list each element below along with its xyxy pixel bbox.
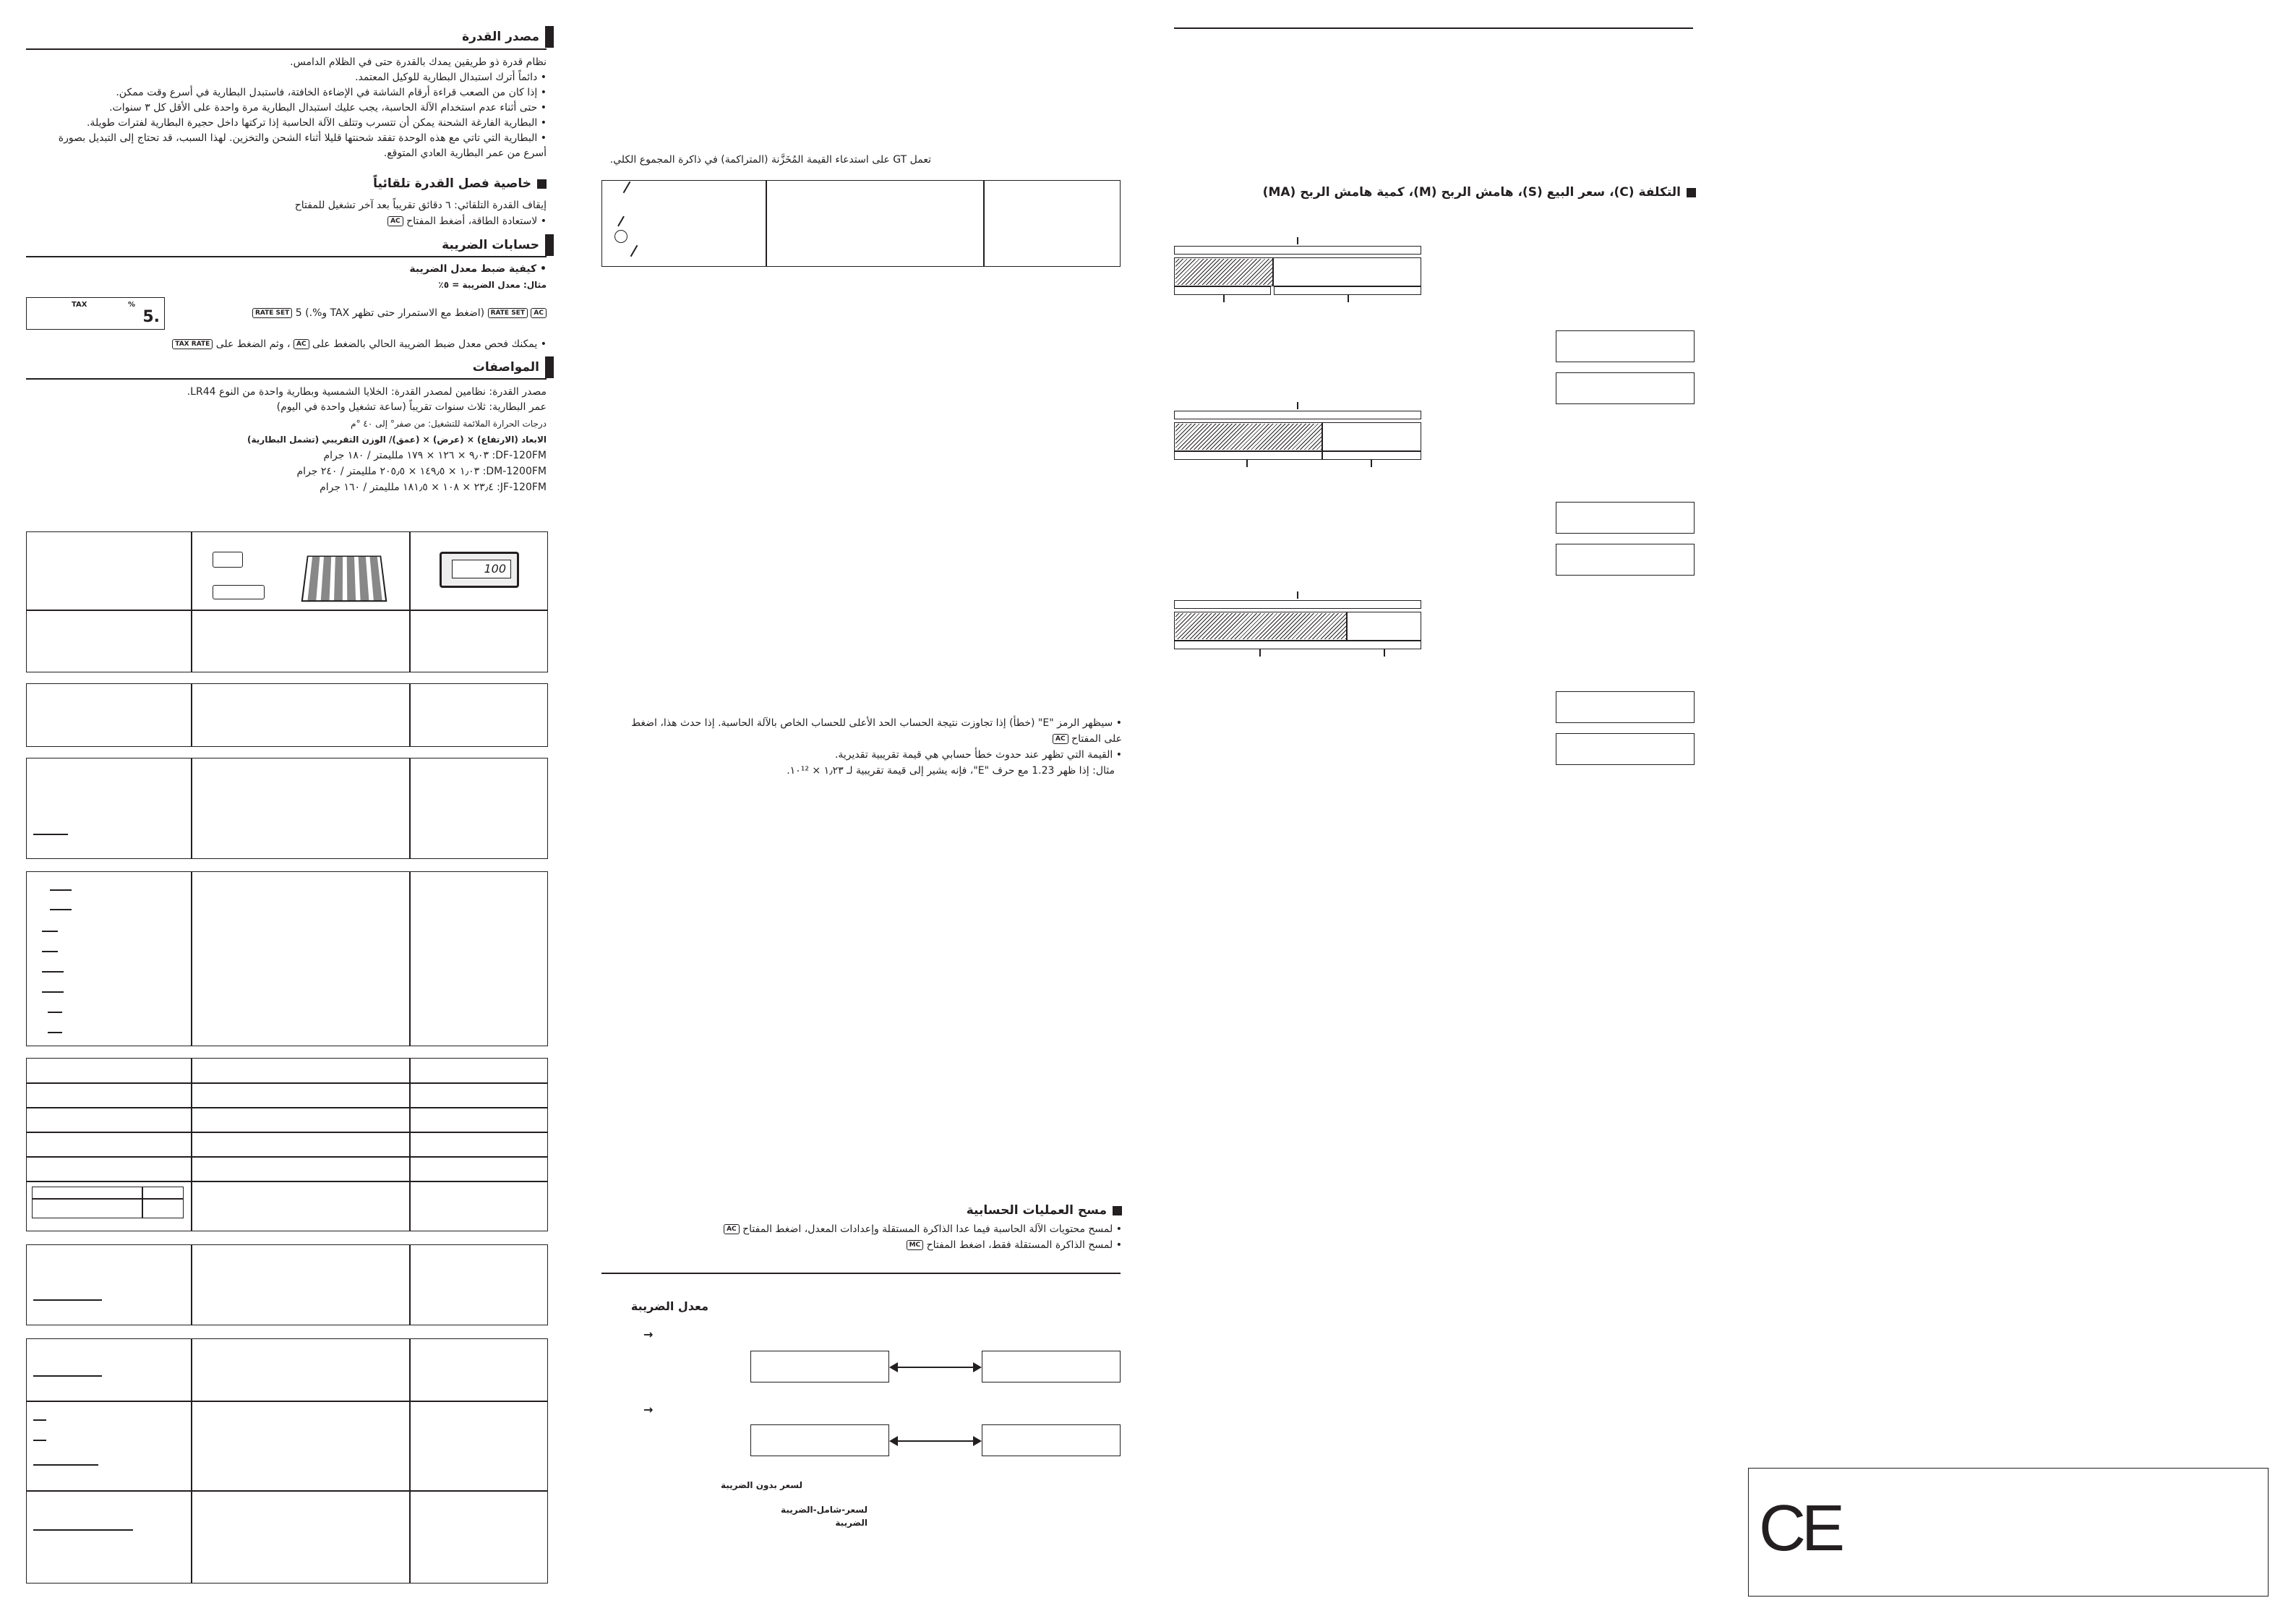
specs-line-7: JF-120FM: ٢٣٫٤ × ١٠٨ × ١٨١٫٥ ملليمتر / ١٦٠ جرام — [320, 482, 547, 493]
underline — [42, 991, 64, 993]
col-divider — [766, 180, 767, 267]
double-arrow — [891, 1440, 980, 1442]
power-line-1: نظام قدرة ذو طريقين يمدك بالقدرة حتى في الظلام الدامس. — [290, 56, 547, 68]
bar-outline — [1274, 286, 1421, 295]
autopower-line-2: • لاستعادة الطاقة، أضغط المفتاح AC — [387, 214, 547, 229]
circle-icon — [614, 230, 627, 243]
power-line-3: • إذا كان من الصعب قراءة أرقام الشاشة في الإضاءة الخافتة، فاستبدل البطارية في أسرع وقت ممكن. — [116, 87, 547, 98]
ce-box — [1748, 1468, 2269, 1597]
taxrate-heading: معدل الضريبة — [630, 1299, 708, 1313]
switch-icon — [213, 585, 265, 599]
underline — [33, 1529, 133, 1531]
mini-diagram-line — [32, 1198, 184, 1200]
left-operations-table — [26, 531, 548, 1584]
arrow-head-left-icon — [889, 1436, 898, 1446]
section-marker — [545, 234, 554, 256]
ac-key: AC — [294, 339, 309, 349]
tax-check-line: • يمكنك فحص معدل ضبط الضريبة الحالي بالضغط على AC ، وثم الضغط على TAX RATE — [172, 337, 547, 352]
autopower-line-1: إيقاف القدرة التلقائي: ٦ دقائق تقريباً بعد آخر تشغيل للمفتاح — [294, 200, 547, 211]
label-without-tax: لسعر بدون الضريبة — [720, 1480, 802, 1490]
ac-key: AC — [531, 308, 547, 318]
taxrate-box — [982, 1351, 1121, 1382]
bar-diagram — [1174, 402, 1423, 474]
col-divider — [409, 1058, 411, 1231]
section-marker — [545, 26, 554, 48]
tick — [1384, 649, 1385, 657]
gt-table — [601, 180, 1121, 267]
row-divider — [26, 610, 548, 611]
divider — [601, 1273, 1121, 1274]
tax-example: مثال: معدل الضريبة = ٥٪ — [438, 280, 547, 290]
underline — [33, 834, 68, 835]
bar-diagram — [1174, 237, 1423, 302]
taxrate-box — [982, 1424, 1121, 1456]
keypad-icon — [301, 555, 387, 602]
bar-outline — [1174, 411, 1421, 419]
cost-heading: التكلفة (C)، سعر البيع (S)، هامش الربح (M)، كمية هامش الربح (MA) — [1263, 185, 1696, 200]
bar-split — [1346, 612, 1348, 641]
power-line-4: • حتى أثناء عدم استخدام الآلة الحاسبة، يجب عليك استبدال البطارية مرة واحدة على الأقل كل ٣ سنوات. — [109, 102, 547, 114]
arrow-icon: → — [643, 1328, 654, 1341]
row-divider — [26, 1132, 548, 1133]
section-marker — [537, 179, 547, 189]
specs-line-5: DF-120FM: ٩٫٠٣ × ١٢٦ × ١٧٩ ملليمتر / ١٨٠ جرام — [323, 450, 547, 461]
double-arrow — [891, 1367, 980, 1368]
tick — [1348, 295, 1349, 302]
underline — [33, 1299, 102, 1301]
bar-split — [1322, 422, 1323, 451]
tick — [1259, 649, 1261, 657]
display-value: 100 — [452, 560, 511, 578]
tax-rate-key: TAX RATE — [172, 339, 213, 349]
col-divider — [191, 1058, 192, 1231]
bar-outline — [1174, 246, 1421, 255]
bar-hatched — [1175, 613, 1346, 639]
mini-diagram-line — [142, 1187, 143, 1218]
underline — [42, 951, 58, 952]
underline — [50, 889, 72, 891]
col-divider — [191, 683, 192, 747]
bar-diagram — [1174, 591, 1423, 664]
mc-key: MC — [907, 1240, 924, 1250]
power-line-5: • البطارية الفارغة الشحنة يمكن أن تتسرب وتتلف الآلة الحاسبة إذا تركتها داخل حجيرة البطارية لفترات طويلة. — [86, 117, 547, 129]
underline — [33, 1464, 98, 1466]
rate-set-key: RATE SET — [488, 308, 528, 318]
col-divider — [409, 871, 411, 1046]
bar-outline — [1174, 286, 1271, 295]
col-divider — [409, 1338, 411, 1584]
bar-outline — [1174, 641, 1421, 649]
power-heading: مصدر القدرة — [462, 26, 554, 48]
display-tax-label: TAX — [72, 301, 87, 309]
power-line-7: أسرع من عمر البطارية العادي المتوقع. — [383, 148, 547, 159]
bar-hatched — [1175, 259, 1272, 285]
tick — [1297, 402, 1298, 409]
display-value: 5. — [142, 308, 160, 326]
tax-keys-line: AC RATE SET (اضغط مع الاستمرار حتى تظهر TAX و%.) 5 RATE SET — [252, 306, 547, 321]
value-box — [1556, 733, 1695, 765]
row-divider — [26, 1156, 548, 1158]
arrow-head-right-icon — [973, 1436, 982, 1446]
section-marker — [545, 356, 554, 378]
error-line-3: • القيمة التي تظهر عند حدوث خطأ حسابي هي قيمة تقريبية تقديرية. — [834, 749, 1122, 761]
bar-outline — [1174, 451, 1421, 460]
section-marker — [1687, 188, 1696, 197]
specs-line-3: درجات الحرارة الملائمة للتشغيل: من صفر° إلى ٤٠ °م — [351, 419, 547, 429]
value-box — [1556, 544, 1695, 576]
col-divider — [983, 180, 985, 267]
divider — [26, 48, 547, 50]
gt-line: تعمل GT على استدعاء القيمة المُخَزَّنة (المتراكمة) في ذاكرة المجموع الكلي. — [609, 154, 931, 166]
specs-line-1: مصدر القدرة: نظامين لمصدر القدرة: الخلايا الشمسية وبطارية واحدة من النوع LR44. — [187, 386, 547, 398]
col-divider — [191, 871, 192, 1046]
value-box — [1556, 372, 1695, 404]
bar-split — [1322, 451, 1323, 460]
power-line-2: • دائماً أترك استبدال البطارية للوكيل المعتمد. — [355, 72, 547, 83]
underline — [33, 1375, 102, 1377]
label-with-tax: لسعر-شامل-الضريبة — [781, 1505, 868, 1515]
taxrate-box — [750, 1424, 889, 1456]
specs-line-6: DM-1200FM: ١٫٠٣ × ١٤٩٫٥ × ٢٠٥٫٥ ملليمتر / ٢٤٠ جرام — [296, 466, 547, 477]
value-box — [1556, 691, 1695, 723]
clear-heading: مسح العمليات الحسابية — [967, 1203, 1122, 1218]
bar-hatched — [1175, 424, 1322, 450]
tick — [1246, 460, 1248, 467]
tick — [1371, 460, 1372, 467]
table-row — [26, 758, 548, 859]
display-pct-label: % — [128, 301, 136, 309]
arrow-icon: → — [643, 1403, 654, 1416]
divider — [26, 378, 547, 380]
table-row — [26, 1244, 548, 1325]
col-divider — [409, 1244, 411, 1325]
table-row — [26, 1338, 548, 1584]
clear-line-2: • لمسح الذاكرة المستقلة فقط، اضغط المفتاح MC — [907, 1238, 1122, 1253]
divider — [1174, 27, 1693, 29]
arrow-head-right-icon — [973, 1362, 982, 1372]
specs-line-4: الابعاد (الارتفاع) × (عرض) × (عمق)/ الوزن التقريبي (تشمل البطارية) — [247, 435, 547, 445]
underline — [33, 1440, 46, 1441]
underline — [48, 1032, 62, 1033]
underline — [48, 1012, 62, 1013]
row-divider — [26, 1401, 548, 1402]
tax-display — [26, 297, 165, 330]
ac-key: AC — [724, 1224, 740, 1234]
row-divider — [26, 1181, 548, 1182]
error-line-1: • سيظهر الرمز "E" (خطأ) إذا تجاوزت نتيجة الحساب الحد الأعلى للحساب الخاص بالآلة الحاسبة. إذا حدث هذا، اضغط — [631, 717, 1122, 729]
underline — [33, 1419, 46, 1421]
tick — [1297, 591, 1298, 599]
autopower-heading: خاصية فصل القدرة تلقائياً — [373, 176, 547, 191]
tax-heading: حسابات الضريبة — [442, 234, 554, 256]
tax-sub: • كيفية ضبط معدل الضريبة — [409, 263, 547, 275]
underline — [42, 931, 58, 932]
ac-key: AC — [387, 216, 403, 226]
arrow-head-left-icon — [889, 1362, 898, 1372]
value-box — [1556, 502, 1695, 534]
col-divider — [191, 1244, 192, 1325]
ce-mark-logo: CE — [1759, 1492, 1841, 1565]
value-box — [1556, 330, 1695, 362]
table-row — [26, 683, 548, 747]
specs-heading: المواصفات — [473, 356, 554, 378]
bar-outline — [1174, 600, 1421, 609]
taxrate-box — [750, 1351, 889, 1382]
col-divider — [409, 683, 411, 747]
error-line-2: على المفتاح AC — [1053, 732, 1122, 747]
switch-icon — [213, 552, 243, 568]
rate-set-key: RATE SET — [252, 308, 292, 318]
col-divider — [409, 531, 411, 672]
mini-diagram — [32, 1187, 184, 1218]
row-divider — [26, 1490, 548, 1492]
col-divider — [191, 1338, 192, 1584]
section-marker — [1113, 1206, 1122, 1215]
ac-key: AC — [1053, 734, 1068, 744]
display-icon — [440, 552, 519, 588]
row-divider — [26, 1107, 548, 1108]
error-line-4: مثال: إذا ظهر 1.23 مع حرف "E"، فإنه يشير إلى قيمة تقريبية لـ ١٫٢٣ × ١٠¹². — [787, 765, 1115, 777]
label-tax: الضريبة — [835, 1518, 868, 1528]
divider — [26, 256, 547, 257]
row-divider — [26, 1082, 548, 1084]
col-divider — [191, 758, 192, 859]
tick — [1297, 237, 1298, 244]
clear-line-1: • لمسح محتويات الآلة الحاسبة فيما عدا الذاكرة المستقلة وإعدادات المعدل، اضغط المفتاح AC — [724, 1222, 1122, 1237]
table-row — [26, 871, 548, 1046]
underline — [42, 971, 64, 973]
specs-line-2: عمر البطارية: ثلاث سنوات تقريباً (ساعة تشغيل واحدة في اليوم) — [276, 401, 547, 413]
col-divider — [409, 758, 411, 859]
bar-split — [1272, 257, 1274, 286]
col-divider — [191, 531, 192, 672]
underline — [50, 909, 72, 910]
power-line-6: • البطارية التي تاتي مع هذه الوحدة تفقد شحنتها قليلا أثناء الشحن والتخزين. لهذا السبب، قد تحتاج إلى التبديل بصورة — [58, 132, 547, 144]
tick — [1223, 295, 1225, 302]
